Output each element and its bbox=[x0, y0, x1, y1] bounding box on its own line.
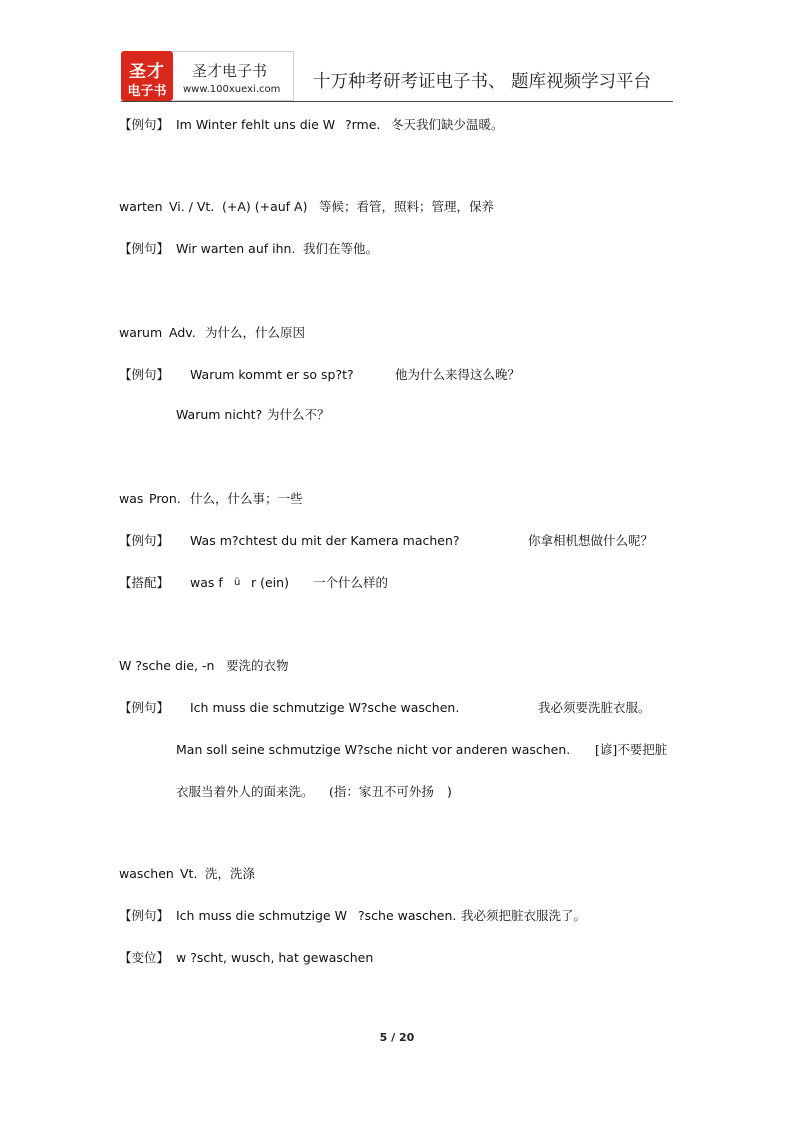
sentence-cn: 我们在等他。 bbox=[303, 241, 379, 256]
sentence-de: Was m?chtest du mit der Kamera machen? bbox=[190, 533, 460, 548]
tag-conjugation: 【变位】 bbox=[119, 950, 170, 965]
sentence-de: Wir warten auf ihn. bbox=[176, 241, 296, 256]
tag-collocation: 【搭配】 bbox=[119, 575, 170, 590]
sentence-cn: [谚]不要把脏 bbox=[595, 742, 668, 757]
tag-example: 【例句】 bbox=[119, 700, 170, 715]
definition-cn: 要洗的衣物 bbox=[226, 658, 289, 673]
sentence-de: Ich muss die schmutzige W?sche waschen. bbox=[190, 700, 460, 715]
sentence-de: Man soll seine schmutzige W?sche nicht vor anderen waschen. bbox=[176, 742, 571, 757]
part-of-speech: Vi. / Vt. bbox=[169, 199, 215, 214]
headword: waschen bbox=[119, 866, 174, 881]
part-of-speech: Vt. bbox=[180, 866, 198, 881]
sentence-cn: 冬天我们缺少温暖。 bbox=[391, 117, 504, 132]
collocation-de-cont: r (ein) bbox=[251, 575, 289, 590]
logo-line2: 电子书 bbox=[127, 84, 167, 99]
header-divider bbox=[121, 101, 673, 102]
logo-line1: 圣才 bbox=[129, 62, 165, 82]
tag-example: 【例句】 bbox=[119, 908, 170, 923]
tag-example: 【例句】 bbox=[119, 117, 170, 132]
brand-url[interactable]: www.100xuexi.com bbox=[183, 84, 281, 95]
sentence-de-cont: ?sche waschen. bbox=[358, 908, 457, 923]
sentence-cn: 他为什么来得这么晚？ bbox=[395, 367, 521, 382]
note-cn: (指：家丑不可外扬 bbox=[329, 784, 434, 799]
headword: was bbox=[119, 491, 144, 506]
conjugation-de: w ?scht, wusch, hat gewaschen bbox=[176, 950, 374, 965]
sentence-cn: 为什么不？ bbox=[267, 407, 330, 422]
note-close: ) bbox=[447, 784, 452, 799]
header-slogan: 十万种考研考证电子书、 题库视频学习平台 bbox=[313, 72, 652, 92]
headword: warum bbox=[119, 325, 163, 340]
sentence-de: Ich muss die schmutzige W bbox=[176, 908, 347, 923]
collocation-de: was f bbox=[190, 575, 223, 590]
tag-example: 【例句】 bbox=[119, 367, 170, 382]
logo bbox=[121, 51, 173, 101]
page-number: 5 / 20 bbox=[379, 1031, 415, 1044]
collocation-cn: 一个什么样的 bbox=[313, 575, 389, 590]
definition-cn: 为什么，什么原因 bbox=[205, 325, 306, 340]
sentence-cn-cont: 衣服当着外人的面来洗。 bbox=[176, 784, 314, 799]
sentence-de: Warum nicht? bbox=[176, 407, 263, 422]
sentence-cn: 你拿相机想做什么呢？ bbox=[528, 533, 654, 548]
tag-example: 【例句】 bbox=[119, 533, 170, 548]
definition-cn: 洗，洗涤 bbox=[205, 866, 256, 881]
brand-name: 圣才电子书 bbox=[192, 62, 268, 80]
sentence-cn: 我必须把脏衣服洗了。 bbox=[461, 908, 587, 923]
sentence-cn: 我必须要洗脏衣服。 bbox=[538, 700, 651, 715]
valency: (+A) (+auf A) bbox=[222, 199, 308, 214]
headword: W ?sche die, -n bbox=[119, 658, 215, 673]
headword: warten bbox=[119, 199, 163, 214]
sentence-de-cont: ?rme. bbox=[345, 117, 381, 132]
definition-cn: 等候；看管，照料；管理，保养 bbox=[319, 199, 495, 214]
collocation-de-umlaut: ü bbox=[234, 577, 241, 588]
part-of-speech: Pron. bbox=[149, 491, 181, 506]
definition-cn: 什么，什么事；一些 bbox=[190, 491, 303, 506]
sentence-de: Warum kommt er so sp?t? bbox=[190, 367, 354, 382]
sentence-de: Im Winter fehlt uns die W bbox=[176, 117, 336, 132]
part-of-speech: Adv. bbox=[169, 325, 196, 340]
tag-example: 【例句】 bbox=[119, 241, 170, 256]
